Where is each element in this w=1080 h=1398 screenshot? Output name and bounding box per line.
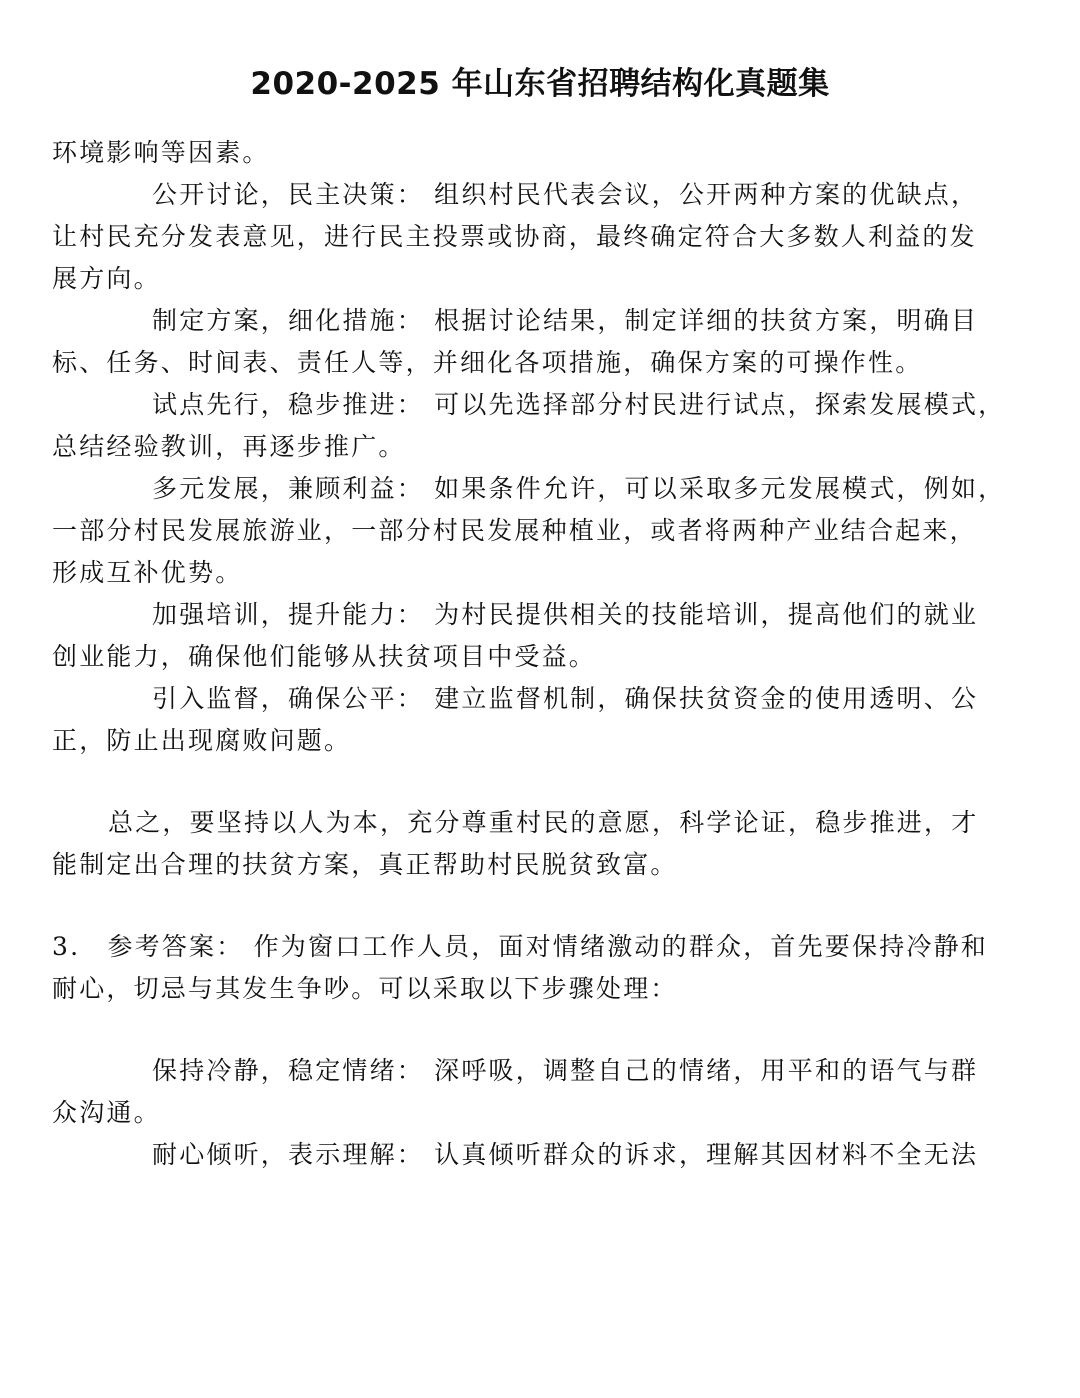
text-line: 保持冷静，稳定情绪： 深呼吸，调整自己的情绪，用平和的语气与群: [152, 1056, 979, 1085]
text-line: 公开讨论，民主决策： 组织村民代表会议，公开两种方案的优缺点，: [152, 180, 979, 209]
text-line: 标、任务、时间表、责任人等，并细化各项措施，确保方案的可操作性。: [52, 348, 923, 377]
text-line: 展方向。: [52, 264, 161, 293]
text-line: 耐心倾听，表示理解： 认真倾听群众的诉求，理解其因材料不全无法: [152, 1140, 979, 1169]
text-line: 正，防止出现腐败问题。: [52, 726, 352, 755]
text-line: 引入监督，确保公平： 建立监督机制，确保扶贫资金的使用透明、公: [152, 684, 979, 713]
text-line: 创业能力，确保他们能够从扶贫项目中受益。: [52, 642, 597, 671]
paragraph-gap: [52, 762, 1052, 802]
text-line: 总之，要坚持以人为本，充分尊重村民的意愿，科学论证，稳步推进，才: [108, 808, 979, 837]
text-line: 制定方案，细化措施： 根据讨论结果，制定详细的扶贫方案，明确目: [152, 306, 979, 335]
paragraph-gap: [52, 1010, 1052, 1050]
text-line: 形成互补优势。: [52, 558, 243, 587]
text-line: 能制定出合理的扶贫方案，真正帮助村民脱贫致富。: [52, 850, 678, 879]
text-line: 加强培训，提升能力： 为村民提供相关的技能培训，提高他们的就业: [152, 600, 979, 629]
text-line: 多元发展，兼顾利益： 如果条件允许，可以采取多元发展模式，例如，: [152, 474, 1006, 503]
document-body: [52, 132, 1052, 1176]
text-line: 一部分村民发展旅游业，一部分村民发展种植业，或者将两种产业结合起来，: [52, 516, 977, 545]
page-title: 2020-2025 年山东省招聘结构化真题集: [250, 66, 830, 102]
text-line: 总结经验教训，再逐步推广。: [52, 432, 406, 461]
text-line: 环境影响等因素。: [52, 138, 270, 167]
text-line: 让村民充分发表意见，进行民主投票或协商，最终确定符合大多数人利益的发: [52, 222, 977, 251]
paragraph-gap: [52, 886, 1052, 926]
text-line: 3. 参考答案： 作为窗口工作人员，面对情绪激动的群众，首先要保持冷静和: [52, 932, 989, 961]
text-line: 众沟通。: [52, 1098, 161, 1127]
text-line: 试点先行，稳步推进： 可以先选择部分村民进行试点，探索发展模式，: [152, 390, 1006, 419]
text-line: 耐心，切忌与其发生争吵。可以采取以下步骤处理：: [52, 974, 678, 1003]
